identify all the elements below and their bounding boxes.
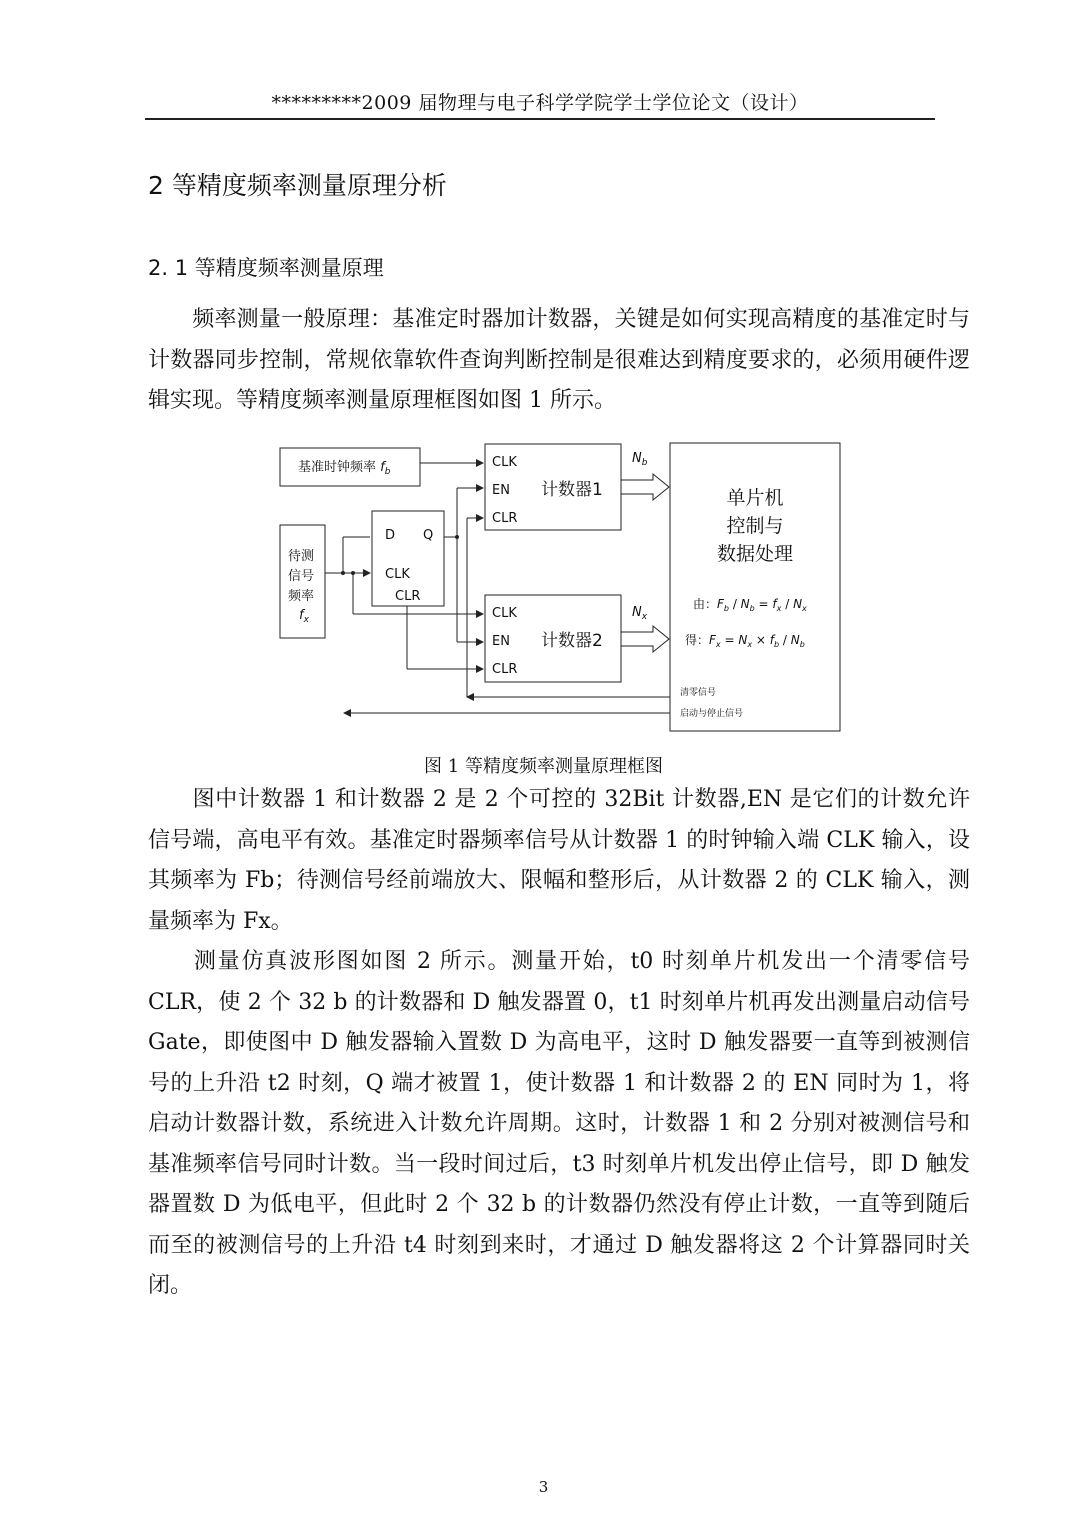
header-rule	[145, 118, 935, 120]
dff-q-label: Q	[423, 528, 434, 543]
dff-clr-label: CLR	[395, 589, 421, 604]
paragraph-1-text: 频率测量一般原理：基准定时器加计数器，关键是如何实现高精度的基准定时与计数器同步控制，常规依靠软件查询判断控制是很难达到精度要求的，必须用硬件逻辑实现。等精度频率测量原理框图如图 1 所示。	[148, 307, 970, 413]
paragraph-2-text: 图中计数器 1 和计数器 2 是 2 个可控的 32Bit 计数器,EN 是它们的计数允许信号端，高电平有效。基准定时器频率信号从计数器 1 的时钟输入端 CLK 输入，设其频率为 Fb；待测信号经前端放大、限幅和整形后，从计数器 2 的 CLK 输入，测量频率为 Fx。	[148, 787, 970, 934]
equation-2: 得：$F_x = N_x \times f_b / N_b$	[685, 633, 805, 649]
dff-d-label: D	[385, 528, 396, 543]
counter1-clr-label: CLR	[492, 511, 518, 526]
start-stop-signal-label: 启动与停止信号	[680, 709, 744, 719]
paragraph-1	[148, 300, 970, 422]
mcu-label-3: 数据处理	[716, 543, 794, 565]
paragraph-3	[148, 942, 970, 1307]
mcu-label-2: 控制与	[726, 515, 784, 537]
page-number: 3	[538, 1478, 549, 1496]
ref-clock-label: 基准时钟频率 $f_b$	[298, 460, 391, 477]
block-diagram	[275, 438, 845, 738]
equation-1: 由：$F_b / N_b = f_x / N_x$	[693, 597, 807, 613]
dff-clk-label: CLK	[385, 567, 410, 582]
running-header: *********2009 届物理与电子科学学院学士学位论文（设计）	[271, 92, 809, 114]
section-heading: 2 等精度频率测量原理分析	[148, 171, 447, 200]
counter1-en-label: EN	[492, 483, 510, 498]
signal-label-3: 频率	[288, 589, 315, 604]
nx-label: $N_x$	[632, 605, 648, 622]
signal-label-1: 待测	[288, 549, 315, 564]
subsection-heading: 2. 1 等精度频率测量原理	[148, 256, 384, 280]
counter1-name: 计数器1	[541, 480, 603, 500]
counter1-clk-label: CLK	[492, 455, 517, 470]
nb-label: $N_b$	[632, 451, 648, 468]
paragraph-2	[148, 780, 970, 942]
signal-symbol: $f_x$	[299, 608, 309, 625]
counter2-clr-label: CLR	[492, 662, 518, 677]
signal-label-2: 信号	[288, 569, 315, 584]
mcu-label-1: 单片机	[726, 487, 784, 509]
clear-signal-label: 清零信号	[680, 688, 717, 698]
paragraph-3-text: 测量仿真波形图如图 2 所示。测量开始，t0 时刻单片机发出一个清零信号 CLR，使 2 个 32 b 的计数器和 D 触发器置 0，t1 时刻单片机再发出测量启动信号 Gate，即使图中 D 触发器输入置数 D 为高电平，这时 D 触发器要一直等到被测信号的上升沿 t2 时刻，Q 端才被置 1，使计数器 1 和计数器 2 的 EN 同时为 1，将启动计数器计数，系统进入计数允许周期。这时，计数器 1 和 2 分别对被测信号和基准频率信号同时计数。当一段时间过后，t3 时刻单片机发出停止信号，即 D 触发器置数 D 为低电平，但此时 2 个 32 b 的计数器仍然没有停止计数，一直等到随后而至的被测信号的上升沿 t4 时刻到来时，才通过 D 触发器将这 2 个计算器同时关闭。	[148, 949, 970, 1298]
counter2-clk-label: CLK	[492, 606, 517, 621]
counter2-name: 计数器2	[541, 631, 603, 651]
counter2-en-label: EN	[492, 634, 510, 649]
figure-caption: 图 1 等精度频率测量原理框图	[424, 756, 663, 777]
